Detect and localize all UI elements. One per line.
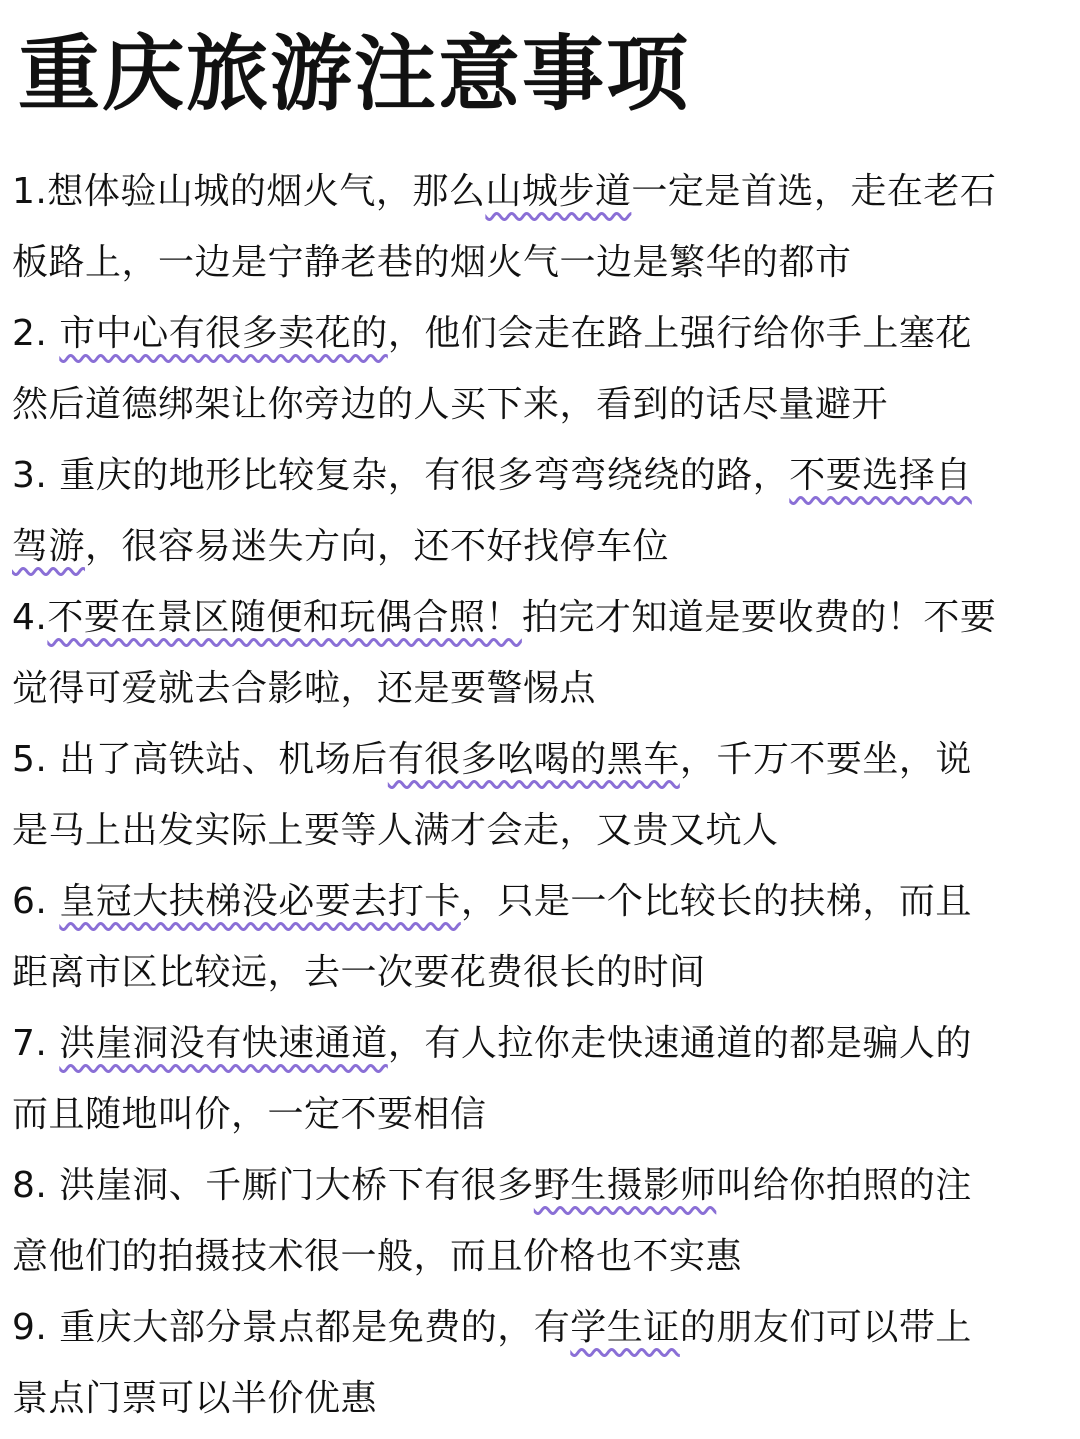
highlighted-text: 驾游 [12,526,86,567]
tip-line [12,440,1074,511]
tip-text: 5. 出了高铁站、机场后 [12,739,388,780]
highlighted-text: 野生摄影师 [533,1165,717,1206]
tip-line [12,653,1074,724]
tip-item [12,724,1074,866]
tip-text: 的朋友们可以带上 [679,1307,972,1348]
highlighted-text: 洪崖洞没有快速通道 [59,1023,388,1064]
tip-item [12,298,1074,440]
tip-text: 一定是首选，走在老石 [631,171,997,212]
tip-line [12,937,1074,1008]
tip-text: 3. 重庆的地形比较复杂，有很多弯弯绕绕的路， [12,455,790,496]
highlighted-text: 山城步道 [485,171,632,212]
tip-text: ，有人拉你走快速通道的都是骗人的 [387,1023,972,1064]
tip-text: 叫给你拍照的注 [716,1165,972,1206]
tip-line [12,724,1074,795]
tip-line [12,1292,1074,1363]
tip-line [12,298,1074,369]
tip-line [12,369,1074,440]
highlighted-text: 皇冠大扶梯没必要去打卡 [59,881,461,922]
tip-line [12,1079,1074,1150]
tip-text: 而且随地叫价，一定不要相信 [12,1094,487,1135]
tip-text: ，千万不要坐，说 [679,739,972,780]
tip-text: 距离市区比较远，去一次要花费很长的时间 [12,952,706,993]
highlighted-text: 市中心有很多卖花的 [59,313,388,354]
tip-text: 觉得可爱就去合影啦，还是要警惕点 [12,668,597,709]
tip-line [12,227,1074,298]
tip-text: 8. 洪崖洞、千厮门大桥下有很多 [12,1165,534,1206]
tip-text: 景点门票可以半价优惠 [12,1378,378,1419]
tip-text: 2. [12,313,60,354]
tip-line [12,1008,1074,1079]
tip-text: 4. [12,597,48,638]
tip-text: 6. [12,881,60,922]
tip-line [12,511,1074,582]
tip-line [12,156,1074,227]
tip-item [12,1150,1074,1292]
tip-text: ，只是一个比较长的扶梯，而且 [460,881,972,922]
tip-line [12,582,1074,653]
highlighted-text: 不要选择自 [789,455,972,496]
tip-line [12,1150,1074,1221]
tip-item [12,1292,1074,1434]
page-title: 重庆旅游注意事项 [18,27,691,122]
tip-item [12,156,1074,298]
highlighted-text: 不要在景区随便和玩偶合照！ [47,597,522,638]
tip-text: 7. [12,1023,60,1064]
tip-text: 意他们的拍摄技术很一般，而且价格也不实惠 [12,1236,743,1277]
tip-line [12,866,1074,937]
tip-text: 板路上，一边是宁静老巷的烟火气一边是繁华的都市 [12,242,852,283]
tip-text: 是马上出发实际上要等人满才会走，又贵又坑人 [12,810,779,851]
tip-item [12,582,1074,724]
tip-text: 1.想体验山城的烟火气，那么 [12,171,486,212]
tip-line [12,795,1074,866]
tip-text: ，他们会走在路上强行给你手上塞花 [387,313,972,354]
tip-text: 然后道德绑架让你旁边的人买下来，看到的话尽量避开 [12,384,889,425]
tip-item [12,440,1074,582]
tip-line [12,1221,1074,1292]
tip-item [12,1008,1074,1150]
highlighted-text: 有很多吆喝的黑车 [387,739,680,780]
tip-line [12,1363,1074,1434]
highlighted-text: 学生证 [570,1307,680,1348]
tip-text: ，很容易迷失方向，还不好找停车位 [85,526,670,567]
tip-text: 拍完才知道是要收费的！不要 [521,597,997,638]
tips-list [12,156,1074,1434]
tip-item [12,866,1074,1008]
tip-text: 9. 重庆大部分景点都是免费的，有 [12,1307,571,1348]
